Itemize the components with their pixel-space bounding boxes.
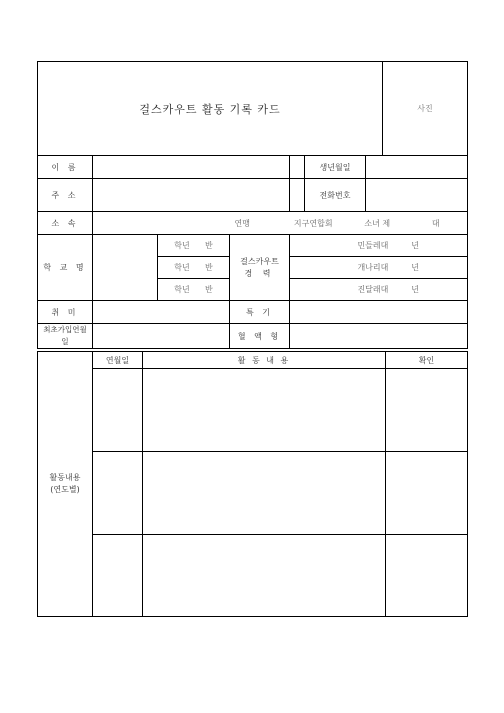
career-level: 진달래대 (357, 285, 389, 294)
blood-label: 혈 액 형 (230, 324, 290, 349)
school-row-3[interactable] (158, 279, 230, 301)
activity-content-2[interactable] (143, 452, 386, 535)
first-join-line1: 최초가입연월 (43, 325, 87, 334)
affiliation-label: 소 속 (38, 212, 93, 235)
school-career-table (37, 234, 468, 349)
name-label: 이 름 (38, 156, 93, 179)
career-row-2[interactable] (290, 257, 468, 279)
career-year: 년 (411, 285, 419, 294)
union-text: 연맹 (234, 218, 250, 228)
career-row-1[interactable] (290, 235, 468, 257)
school-row-1[interactable] (158, 235, 230, 257)
activity-label-line1: 활동내용 (49, 473, 81, 482)
troop-text: 소녀 제 (364, 218, 391, 228)
blood-field[interactable] (290, 324, 468, 349)
name-field[interactable] (93, 156, 290, 179)
activity-confirm-3[interactable] (386, 535, 468, 617)
career-label-line1: 걸스카우트 (240, 256, 279, 266)
career-row-3[interactable] (290, 279, 468, 301)
career-level: 민들레대 (357, 241, 389, 250)
school-name-field[interactable] (93, 235, 158, 301)
activity-confirm-2[interactable] (386, 452, 468, 535)
birth-label (290, 156, 305, 179)
card-title: 걸스카우트 활동 기록 카드 (38, 62, 383, 156)
birth-value[interactable] (366, 156, 468, 178)
class-text: 반 (205, 263, 213, 272)
photo-box[interactable]: 사진 (383, 62, 468, 156)
affiliation-field[interactable] (93, 212, 468, 235)
address-field[interactable] (93, 179, 290, 212)
career-level: 개나리대 (357, 263, 389, 272)
phone-label: 전화번호 (305, 179, 366, 211)
phone-cell[interactable] (305, 179, 468, 212)
birth-label-text: 생년월일 (305, 156, 366, 178)
first-join-field[interactable] (93, 324, 230, 349)
record-card (37, 61, 467, 618)
col-content-header: 활 동 내 용 (143, 352, 386, 369)
unit-text: 대 (431, 218, 440, 228)
activity-label-line2: (연도별) (50, 485, 80, 494)
special-field[interactable] (290, 301, 468, 324)
activity-date-2[interactable] (93, 452, 143, 535)
class-text: 반 (205, 285, 213, 294)
activity-table (37, 351, 468, 617)
card-header (37, 61, 468, 156)
phone-spacer (290, 179, 305, 212)
career-label (230, 235, 290, 301)
activity-date-3[interactable] (93, 535, 143, 617)
career-label-line2: 경 력 (244, 268, 275, 278)
first-join-line2: 일 (61, 337, 69, 346)
hobby-label: 취 미 (38, 301, 93, 324)
career-year: 년 (411, 241, 419, 250)
school-label: 학 교 명 (38, 235, 93, 301)
grade-text: 학년 (174, 241, 190, 250)
activity-section-label (38, 352, 93, 617)
grade-text: 학년 (174, 263, 190, 272)
col-confirm-header: 확인 (386, 352, 468, 369)
career-year: 년 (411, 263, 419, 272)
address-label: 주 소 (38, 179, 93, 212)
activity-date-1[interactable] (93, 369, 143, 452)
activity-confirm-1[interactable] (386, 369, 468, 452)
col-date-header: 연월일 (93, 352, 143, 369)
birth-field[interactable] (305, 156, 468, 179)
phone-value[interactable] (366, 179, 468, 211)
school-row-2[interactable] (158, 257, 230, 279)
activity-content-1[interactable] (143, 369, 386, 452)
special-label: 특 기 (230, 301, 290, 324)
hobby-field[interactable] (93, 301, 230, 324)
personal-info-table (37, 155, 468, 235)
district-text: 지구연합회 (293, 218, 333, 228)
first-join-label (38, 324, 93, 349)
class-text: 반 (205, 241, 213, 250)
grade-text: 학년 (174, 285, 190, 294)
activity-content-3[interactable] (143, 535, 386, 617)
